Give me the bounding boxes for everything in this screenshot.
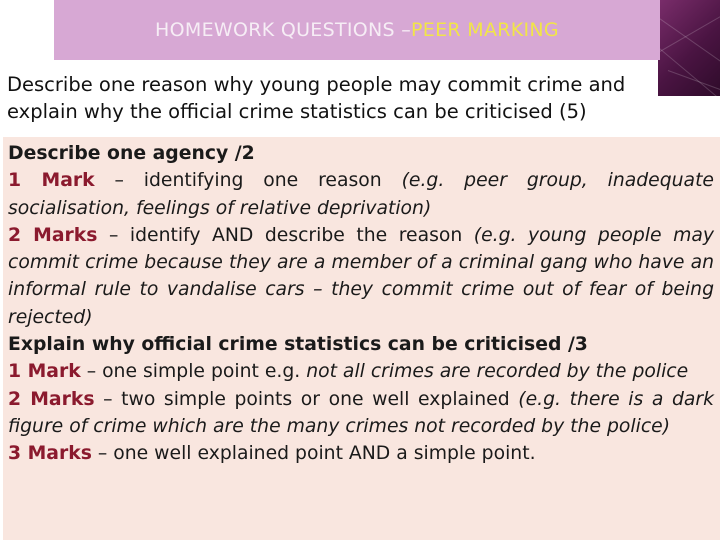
section-1-mark-1 — [8, 167, 714, 222]
mark-text: – identify AND describe the reason — [97, 224, 474, 246]
title-accent-text: PEER MARKING — [411, 19, 559, 41]
marking-scheme-panel — [3, 137, 720, 540]
mark-label: 2 Marks — [8, 224, 98, 246]
section-2-mark-3 — [8, 440, 714, 467]
title-banner — [54, 0, 660, 60]
question-line-1: Describe one reason why young people may commit crime and — [7, 73, 626, 96]
homework-question — [7, 71, 707, 125]
mark-label: 1 Mark — [8, 170, 95, 192]
section-1-mark-2 — [8, 222, 714, 331]
section-2-mark-2 — [8, 386, 714, 441]
mark-example: (e.g. peer group, inadequate socialisation, feelings of relative deprivation) — [8, 170, 714, 219]
mark-label: 2 Marks — [8, 388, 95, 410]
mark-text: – one simple point e.g. — [80, 361, 307, 383]
title-main-text: HOMEWORK QUESTIONS – — [155, 19, 412, 41]
mark-label: 1 Mark — [8, 361, 81, 383]
section-2-mark-1 — [8, 358, 714, 385]
mark-text: – identifying one reason — [94, 170, 402, 192]
mark-text: – one well explained point AND a simple point. — [91, 443, 536, 465]
mark-example: (e.g. there is a dark figure of crime which are the many crimes not recorded by the police) — [8, 388, 714, 437]
section-2-heading: Explain why official crime statistics can be criticised /3 — [8, 334, 588, 356]
mark-label: 3 Marks — [8, 443, 92, 465]
mark-text: – two simple points or one well explained — [94, 388, 519, 410]
section-1-heading: Describe one agency /2 — [8, 143, 255, 164]
mark-example: (e.g. young people may commit crime because they are a member of a criminal gang who have an informal rule to vandalise cars – they commit crime out of fear of being rejected) — [8, 224, 714, 328]
mark-example: not all crimes are recorded by the police — [306, 361, 689, 383]
question-line-2: explain why the official crime statistics can be criticised (5) — [7, 100, 587, 123]
